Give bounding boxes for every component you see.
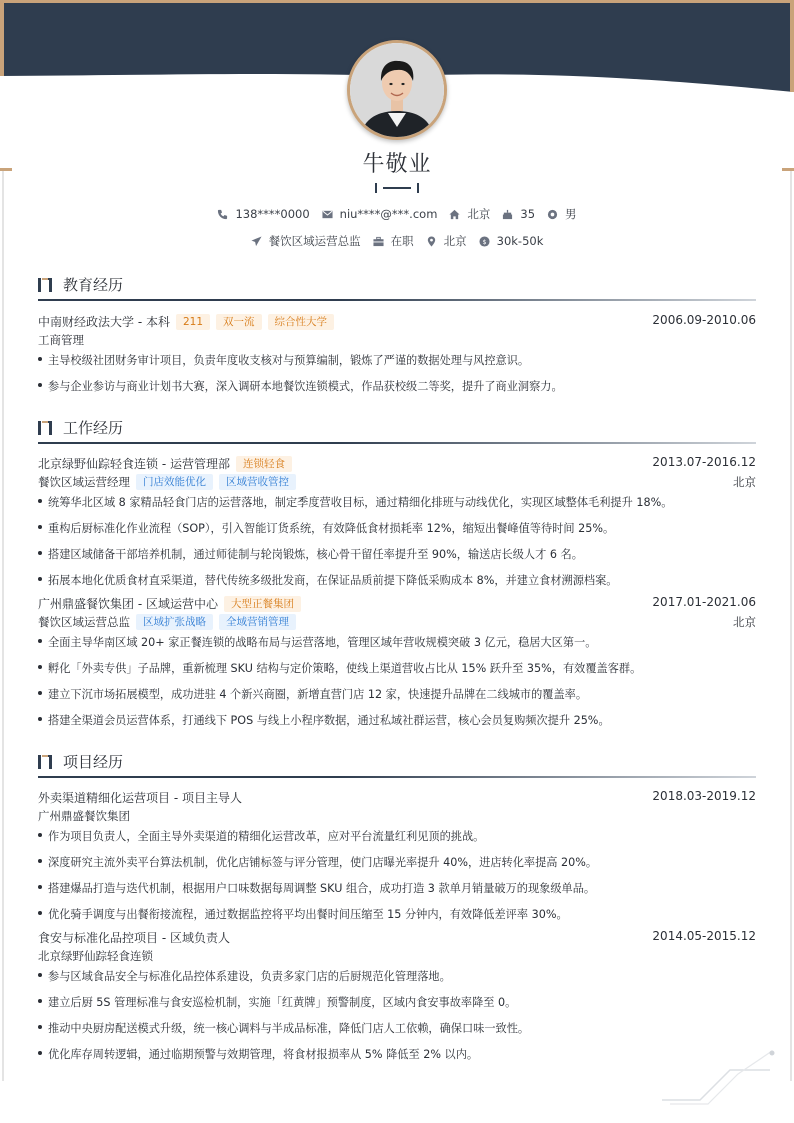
- school-title: 中南财经政法大学 - 本科: [38, 315, 170, 329]
- project-title: 外卖渠道精细化运营项目 - 项目主导人: [38, 791, 242, 805]
- contact-row: [0, 206, 794, 222]
- school-tag: 双一流: [216, 314, 262, 330]
- gender-text: 男: [565, 207, 577, 221]
- briefcase-icon: [373, 236, 384, 247]
- phone-text: 138****0000: [235, 207, 310, 221]
- right-gold-tick: [782, 168, 794, 171]
- project-title: 食安与标准化品控项目 - 区域负责人: [38, 931, 230, 945]
- age-text: 35: [520, 207, 536, 221]
- education-date: 2006.09-2010.06: [652, 313, 756, 327]
- intent-row: [0, 233, 794, 249]
- projects-heading: 项目经历: [63, 753, 124, 771]
- project-entry-head: [38, 789, 756, 807]
- role-tag: 门店效能优化: [136, 474, 213, 490]
- avatar: [347, 40, 447, 140]
- candidate-name: 牛敬业: [362, 152, 432, 177]
- work-section-title: [38, 417, 756, 443]
- target-city-item: [426, 233, 467, 249]
- education-heading: 教育经历: [63, 276, 124, 294]
- left-border-line: [2, 171, 4, 1081]
- work-location: 北京: [733, 615, 756, 629]
- school-tag: 211: [176, 314, 210, 330]
- work-role-row: [38, 474, 756, 490]
- role-text: 餐饮区域运营总监: [38, 615, 130, 629]
- email-text: niu****@***.com: [339, 207, 438, 221]
- major-text: 工商管理: [38, 333, 84, 347]
- target-position-text: 餐饮区域运营总监: [268, 234, 361, 248]
- project-org-row: [38, 808, 756, 824]
- resume-page: 牛敬业 138****0000 niu****@***.com 北京 35 男 餐饮区域运营总监 在职 北京 $ 30k-50k 教育经历 中南财经政法大学 - 本科 211 双一流 综合性大学 2006.09-2010.06 工商管理 主导校级社团财务审计项目，负责年度收支核对与预算编制，锻炼了严谨的数据处理与风控意识。 参与企业参访与商业计划书大赛，深入调研本地餐饮连锁模式，作品获校级二等奖，提升了商业洞察力。 工作经历 北京绿野仙踪轻食连锁 - 运营管理部 连锁轻食 2013.07-2016.12 餐饮区域运营经理 门店效能优化 区域营收管控 北京 统筹华北区域 8 家精品轻食门店的运营落地，制定季度营收目标，通过精细化排班与动线优化，实现区域整体毛利提升 18%。 重构后厨标准化作业流程（SOP），引入智能订货系统，有效降低食材损耗率 12%，缩短出餐峰值等待时间 25%。 搭建区域储备干部培养机制，通过师徒制与轮岗锻炼，核心骨干留任率提升至 90%，输送店长级人才 6 名。 拓展本地化优质食材直采渠道，替代传统多级批发商，在保证品质前提下降低采购成本 8%，并建立食材溯源档案。 广州鼎盛餐饮集团 - 区域运营中心 大型正餐集团 2017.01-2021.06 餐饮区域运营总监 区域扩张战略 全域营销管理 北京 全面主导华南区域 20+ 家正餐连锁的战略布局与运营落地，管理区域年营收规模突破 3 亿元，稳居大区第一。 孵化「外卖专供」子品牌，重新梳理 SKU 结构与定价策略，使线上渠道营收占比从 15% 跃升至 35%，有效覆盖客群。 建立下沉市场拓展模型，成功进驻 4 个新兴商圈，新增直营门店 12 家，快速提升品牌在二线城市的覆盖率。 搭建全渠道会员运营体系，打通线下 POS 与线上小程序数据，通过私域社群运营，核心会员复购频次提升 25%。 项目经历 外卖渠道精细化运营项目 - 项目主导人 2018.03-2019.12 广州鼎盛餐饮集团 作为项目负责人，全面主导外卖渠道的精细化运营改革，应对平台流量红利见顶的挑战。 深度研究主流外卖平台算法机制，优化店铺标签与评分管理，使门店曝光率提升 40%，进店转化率提高 20%。 搭建爆品打造与迭代机制，根据用户口味数据每周调整 SKU 组合，成功打造 3 款单月销量破万的现象级单品。 优化骑手调度与出餐衔接流程，通过数据监控将平均出餐时间压缩至 15 分钟内，有效降低差评率 30%。 食安与标准化品控项目 - 区域负责人 2014.05-2015.12 北京绿野仙踪轻食连锁 参与区域食品安全与标准化品控体系建设，负责多家门店的后厨规范化管理落地。 建立后厨 5S 管理标准与食安巡检机制，实施「红黄牌」预警制度，区域内食安事故率降至 0。 推动中央厨房配送模式升级，统一核心调料与半成品标准，降低门店人工依赖，确保口味一致性。 优化库存周转逻辑，通过临期预警与效期管理，将食材报损率从 5% 降低至 2% 以内。: [0, 0, 794, 1123]
- home-icon: [449, 209, 460, 220]
- target-city-text: 北京: [443, 234, 467, 248]
- project-org-row: [38, 948, 756, 964]
- role-tag: 区域扩张战略: [136, 614, 213, 630]
- projects-section-title: [38, 751, 756, 777]
- email-item: [322, 207, 438, 221]
- right-border-line: [790, 171, 792, 1081]
- project-org: 北京绿野仙踪轻食连锁: [38, 949, 153, 963]
- work-heading: 工作经历: [63, 419, 124, 437]
- work-date: 2013.07-2016.12: [652, 455, 756, 469]
- project-org: 广州鼎盛餐饮集团: [38, 809, 130, 823]
- company-tag: 连锁轻食: [236, 456, 292, 472]
- salary-text: 30k-50k: [496, 234, 544, 248]
- company-title: 广州鼎盛餐饮集团 - 区域运营中心: [38, 597, 218, 611]
- role-text: 餐饮区域运营经理: [38, 475, 130, 489]
- gender-item: [547, 206, 577, 222]
- phone-icon: [217, 209, 228, 220]
- header-gold-line: [0, 0, 794, 3]
- age-item: [502, 207, 535, 221]
- work-entry-head: [38, 595, 756, 613]
- project-date: 2014.05-2015.12: [652, 929, 756, 943]
- cake-icon: [502, 209, 513, 220]
- salary-item: [479, 234, 544, 248]
- work-location: 北京: [733, 475, 756, 489]
- target-position-item: [251, 233, 361, 249]
- svg-text:$: $: [482, 237, 487, 246]
- education-entry-head: [38, 313, 756, 331]
- gender-icon: [547, 209, 558, 220]
- phone-item: [217, 207, 309, 221]
- city-text: 北京: [467, 207, 491, 221]
- status-item: [373, 233, 414, 249]
- role-tag: 区域营收管控: [219, 474, 296, 490]
- school-tag: 综合性大学: [268, 314, 335, 330]
- work-entry-head: [38, 455, 756, 473]
- project-entry-head: [38, 929, 756, 947]
- project-date: 2018.03-2019.12: [652, 789, 756, 803]
- money-icon: [479, 236, 490, 247]
- work-date: 2017.01-2021.06: [652, 595, 756, 609]
- name-divider: [375, 183, 419, 193]
- work-role-row: [38, 614, 756, 630]
- mail-icon: [322, 209, 333, 220]
- avatar-photo-icon: [350, 43, 444, 137]
- status-text: 在职: [390, 234, 414, 248]
- education-major-row: [38, 332, 756, 348]
- company-title: 北京绿野仙踪轻食连锁 - 运营管理部: [38, 457, 230, 471]
- city-item: [449, 206, 490, 222]
- location-pin-icon: [426, 236, 437, 247]
- education-section-title: [38, 274, 756, 300]
- corner-decoration: [660, 1045, 780, 1107]
- send-icon: [251, 236, 262, 247]
- role-tag: 全域营销管理: [219, 614, 296, 630]
- company-tag: 大型正餐集团: [224, 596, 301, 612]
